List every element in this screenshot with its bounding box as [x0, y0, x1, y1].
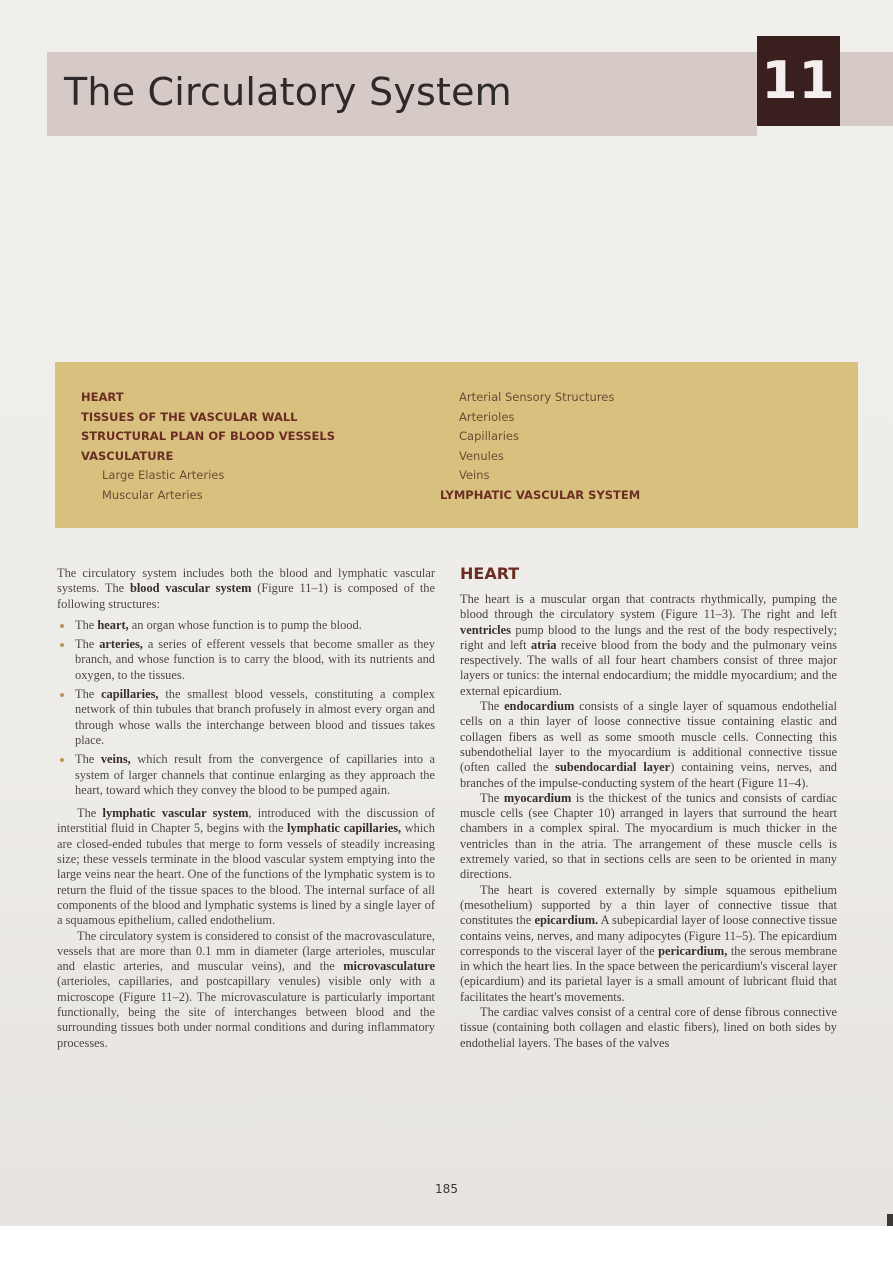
bullet-icon	[60, 758, 64, 762]
list-item	[57, 687, 435, 748]
text-run: (Figure 11–1) is composed of the following structures:	[57, 581, 435, 611]
text-run: The heart is covered externally by simple squamous epithelium (mesothelium) supported by a thin layer of connective tissue that constitutes the	[460, 882, 837, 928]
outline-left-column	[81, 388, 335, 506]
outline-item: HEART	[81, 390, 124, 404]
bold-term: microvasculature	[343, 959, 435, 974]
bullet-icon	[60, 643, 64, 647]
text-run: the serous membrane in which the heart lies. In the space between the pericardium's visceral layer (epicardium) and its parietal layer is a small amount of lubricant fluid that facilitates the heart's movements.	[460, 943, 837, 1004]
bold-term: atria	[531, 637, 557, 652]
structure-list	[57, 618, 435, 798]
outline-subitem: Veins	[459, 468, 490, 483]
text-run: which are closed-ended tubules that merge to form vessels of steadily increasing size; these vessels terminate in the blood vascular system emptying into the large veins near the heart. One of the functions of the lymphatic system is to return the fluid of the tissue spaces to the blood. The internal surface of all components of the blood and lymphatic systems is lined by a single layer of a squamous epithelium, called endothelium.	[57, 821, 435, 928]
text-run: The	[75, 687, 102, 702]
section-heading-heart: HEART	[460, 564, 520, 583]
text-run: The	[75, 752, 101, 767]
text-run: receive blood from the body and the pulmonary veins respectively. The walls of all four heart chambers consist of three major layers or tunics: the internal endocardium; the middle myocardium; and the external epicardium.	[460, 637, 837, 698]
text-run: The	[77, 806, 103, 821]
text-run: a series of efferent vessels that become smaller as they branch, and whose function is to carry the blood, with its nutrients and oxygen, to the tissues.	[75, 637, 435, 682]
left-text-column	[57, 566, 435, 1051]
lymphatic-paragraph	[57, 806, 435, 928]
text-run: ) containing veins, nerves, and branches of the impulse-conducting system of the heart (Figure 11–4).	[460, 760, 837, 790]
list-item	[57, 618, 435, 633]
text-run: consists of a single layer of squamous endothelial cells on a thin layer of loose connective tissue containing elastic and collagen fibers as well as some smooth muscle cells. Connecting this subendothelial layer to the myocardium is additional connective tissue (often called the	[460, 699, 837, 775]
list-item	[57, 752, 435, 798]
text-run: The	[480, 790, 504, 805]
chapter-number: 11	[761, 51, 836, 111]
bold-term: capillaries,	[101, 687, 159, 702]
heart-paragraph	[460, 592, 837, 699]
text-run: an organ whose function is to pump the blood.	[128, 617, 362, 632]
outline-item: VASCULATURE	[81, 448, 174, 463]
text-run: (arterioles, capillaries, and postcapillary venules) visible only with a microscope (Figure 11–2). The microvasculature is particularly important functionally, being the site of interchanges between blood and the surrounding tissues both under normal conditions and during inflammatory processes.	[57, 974, 435, 1050]
text-run: A subepicardial layer of loose connective tissue contains veins, nerves, and many adipocytes (Figure 11–5). The epicardium corresponds to the visceral layer of the	[460, 913, 837, 958]
chapter-title-band-right	[840, 52, 893, 126]
text-run: which result from the convergence of capillaries into a system of larger channels that continue enlarging as they approach the heart, toward which they convey the blood to be pumped again.	[75, 752, 435, 797]
text-run: The heart is a muscular organ that contracts rhythmically, pumping the blood through the circulatory system (Figure 11–3). The right and left	[460, 592, 837, 622]
bold-term: arteries,	[99, 637, 143, 652]
bold-term: lymphatic capillaries,	[287, 821, 402, 836]
intro-paragraph	[57, 566, 435, 612]
chapter-title: The Circulatory System	[64, 70, 512, 114]
bullet-icon	[60, 624, 64, 628]
list-item	[57, 637, 435, 683]
page-bottom-margin	[0, 1226, 893, 1263]
outline-subitem: Large Elastic Arteries	[102, 468, 225, 483]
text-run: The cardiac valves consist of a central core of dense fibrous connective tissue (containing both collagen and elastic fibers), lined on both sides by endothelial layers. The bases of the valves	[460, 1005, 837, 1050]
text-run: , introduced with the discussion of interstitial fluid in Chapter 5, begins with the	[57, 806, 435, 836]
text-run: The	[480, 699, 505, 714]
bold-term: ventricles	[460, 622, 511, 637]
outline-subitem: Arterial Sensory Structures	[459, 390, 615, 404]
chapter-number-badge	[757, 36, 840, 126]
bold-term: epicardium.	[534, 913, 599, 928]
text-run: the smallest blood vessels, constituting a complex network of thin tubules that branch profusely in almost every organ and through whose walls the interchange between blood and tissues takes place.	[75, 687, 435, 747]
outline-subitem: Capillaries	[459, 429, 519, 444]
outline-subitem: Venules	[459, 448, 504, 463]
valves-paragraph	[460, 1005, 837, 1051]
bold-term: veins,	[100, 752, 131, 767]
bold-term: blood vascular system	[129, 581, 252, 596]
endocardium-paragraph	[460, 699, 837, 791]
text-run: The	[75, 637, 100, 652]
right-text-column	[460, 592, 837, 1051]
text-run: The	[75, 617, 98, 632]
chapter-outline	[55, 362, 858, 528]
text-run: The circulatory system includes both the blood and lymphatic vascular systems. The	[57, 566, 435, 596]
bold-term: heart,	[97, 617, 129, 632]
outline-item: TISSUES OF THE VASCULAR WALL	[81, 409, 298, 424]
text-run: The circulatory system is considered to consist of the macrovasculature, vessels that are more than 0.1 mm in diameter (large arterioles, muscular and elastic arteries, and muscular veins), and the	[57, 928, 435, 974]
page-number: 185	[435, 1182, 458, 1196]
myocardium-paragraph	[460, 791, 837, 883]
outline-subitem: Arterioles	[459, 409, 515, 424]
page-corner-shadow	[887, 1214, 893, 1226]
bold-term: endocardium	[504, 699, 575, 714]
bold-term: myocardium	[503, 790, 572, 805]
outline-item: STRUCTURAL PLAN OF BLOOD VESSELS	[81, 429, 336, 444]
epicardium-paragraph	[460, 883, 837, 1005]
bold-term: lymphatic vascular system	[102, 806, 249, 821]
outline-right-column	[440, 388, 641, 506]
bold-term: subendocardial layer	[555, 760, 671, 775]
text-run: is the thickest of the tunics and consists of cardiac muscle cells (see Chapter 10) arranged in layers that surround the heart chambers in a complex spiral. The myocardium is much thicker in the ventricles than in the atria. The arrangement of these muscle cells is extremely varied, so that in sections cells are seen to be oriented in many directions.	[460, 790, 837, 882]
outline-item: LYMPHATIC VASCULAR SYSTEM	[440, 487, 641, 502]
bullet-icon	[60, 693, 64, 697]
outline-subitem: Muscular Arteries	[102, 487, 203, 502]
microvasculature-paragraph	[57, 929, 435, 1051]
bold-term: pericardium,	[658, 943, 728, 958]
text-run: pump blood to the lungs and the rest of the body respectively; right and left	[460, 622, 837, 652]
